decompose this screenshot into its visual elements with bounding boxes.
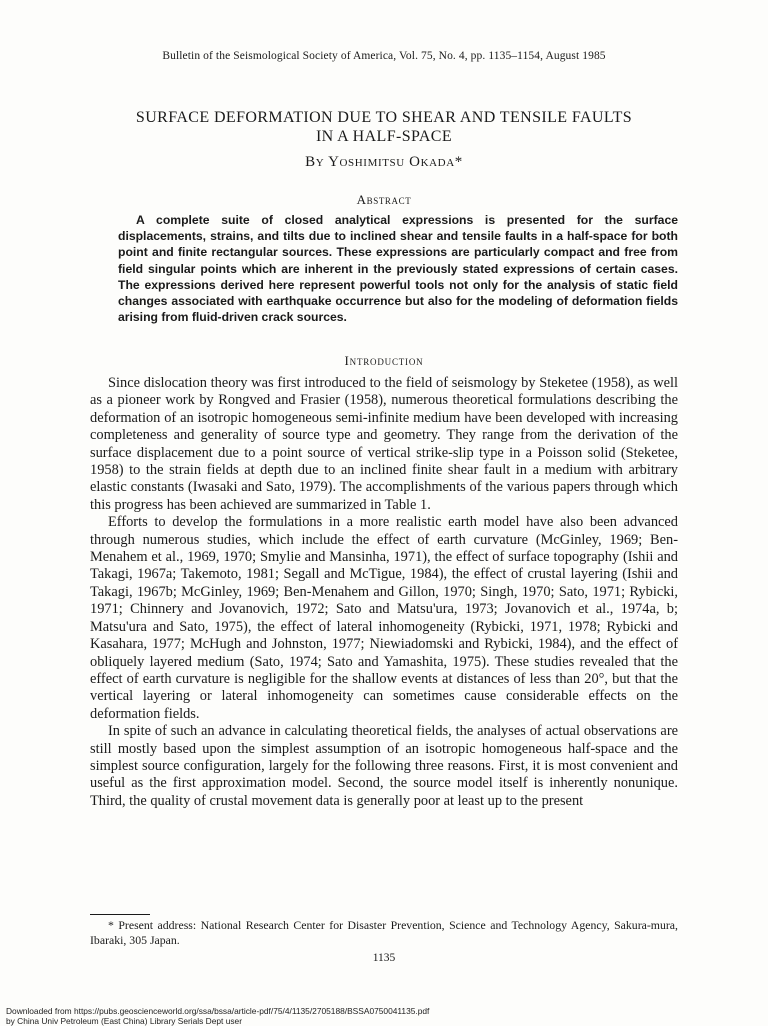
- article-title-line-2: IN A HALF-SPACE: [315, 128, 453, 145]
- abstract-heading: Abstract: [356, 192, 412, 207]
- download-user-line: by China Univ Petroleum (East China) Library Serials Dept user: [6, 1016, 242, 1026]
- article-title: [60, 108, 708, 146]
- introduction-heading: Introduction: [344, 353, 424, 368]
- download-url-line[interactable]: Downloaded from https://pubs.geoscienceworld.org/ssa/bssa/article-pdf/75/4/1135/2705188/BSSA0750041135.pdf: [6, 1006, 430, 1016]
- journal-citation-header: Bulletin of the Seismological Society of America, Vol. 75, No. 4, pp. 1135–1154, August 1985: [162, 50, 606, 62]
- body-paragraph-1: Since dislocation theory was first introduced to the field of seismology by Steketee (1958), as well as a pioneer work by Rongved and Frasier (1958), numerous theoretical formulations describing the deformation of an isotropic homogeneous semi-infinite medium have been developed with increasing completeness and generality of source type and geometry. They range from the derivation of the surface displacement due to a point source of vertical strike-slip type in a Poisson solid (Steketee, 1958) to the strain fields at depth due to an inclined finite shear fault in a medium with arbitrary elastic constants (Iwasaki and Sato, 1979). The accomplishments of the various papers through which this progress has been achieved are summarized in Table 1.: [90, 375, 678, 513]
- page-number: 1135: [372, 952, 396, 964]
- author-byline: By Yoshimitsu Okada*: [305, 154, 463, 170]
- download-notice: [6, 1006, 766, 1026]
- body-paragraph-2: Efforts to develop the formulations in a more realistic earth model have also been advanced through numerous studies, which include the effect of earth curvature (McGinley, 1969; Ben-Menahem et al., 1969, 1970; Smylie and Mansinha, 1971), the effect of surface topography (Ishii and Takagi, 1967a; Takemoto, 1981; Segall and McTigue, 1984), the effect of crustal layering (Ishii and Takagi, 1967b; McGinley, 1969; Ben-Menahem and Gillon, 1970; Singh, 1970; Sato, 1971; Rybicki, 1971; Chinnery and Jovanovich, 1972; Sato and Matsu'ura, 1973; Jovanovich et al., 1974a, b; Matsu'ura and Sato, 1975), the effect of lateral inhomogeneity (Rybicki, 1971, 1978; Rybicki and Kasahara, 1977; McHugh and Johnston, 1977; Niewiadomski and Rybicki, 1984), and the effect of obliquely layered medium (Sato, 1974; Sato and Yamashita, 1975). These studies revealed that the effect of earth curvature is negligible for the shallow events at distances of less than 20°, but that the vertical layering or lateral inhomogeneity can sometimes cause considerable effects on the deformation fields.: [90, 514, 678, 722]
- author-address-footnote: * Present address: National Research Center for Disaster Prevention, Science and Technology Agency, Sakura-mura, Ibaraki, 305 Japan.: [90, 918, 678, 947]
- footnote-divider: [90, 914, 150, 915]
- introduction-body: [90, 375, 678, 810]
- abstract-text: A complete suite of closed analytical expressions is presented for the surface displacements, strains, and tilts due to inclined shear and tensile faults in a half-space for both point and finite rectangular sources. These expressions are particularly compact and free from field singular points which are inherent in the previously stated expressions of certain cases. The expressions derived here represent powerful tools not only for the analysis of static field changes associated with earthquake occurrence but also for the modeling of deformation fields arising from fluid-driven crack sources.: [118, 213, 678, 325]
- body-paragraph-3: In spite of such an advance in calculating theoretical fields, the analyses of actual observations are still mostly based upon the simplest assumption of an isotropic homogeneous half-space and the simplest source configuration, largely for the following three reasons. First, it is most convenient and useful as the first approximation model. Second, the source model itself is inherently nonunique. Third, the quality of crustal movement data is generally poor at least up to the present: [90, 723, 678, 809]
- article-title-line-1: SURFACE DEFORMATION DUE TO SHEAR AND TENSILE FAULTS: [135, 109, 633, 126]
